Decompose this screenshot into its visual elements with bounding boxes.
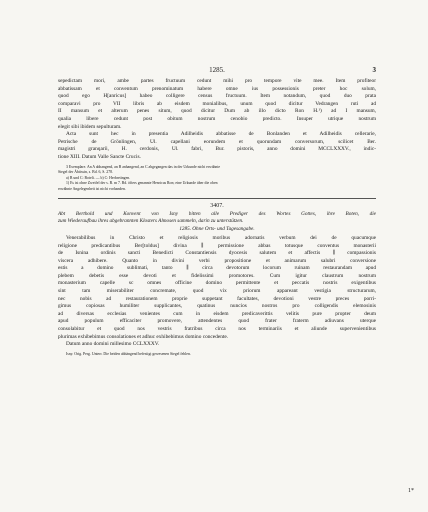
- page-number: 3: [372, 66, 376, 74]
- note-line: 3 Exemplare. An A abhangend, an B anhangend, an C abgegangen das in der Urkunde nicht erwähnte: [66, 164, 221, 169]
- text-line: sint tam miserabiliter concremate, quod vix priorum appareant vestigia structurarum,: [58, 288, 376, 295]
- note-line: erwähnte Angelegenheit ist nicht vorhanden.: [58, 186, 126, 191]
- regest-line: zum Wiederaufbau ihres abgebrannten Klosters Almosen sammeln, darin zu unterstützen.: [58, 217, 244, 224]
- text-line: Venerabilibus in Christo et religiosis moribus adornatis verbum dei de quacumque: [66, 234, 376, 241]
- text-line: plebem debetis esse devoti et fidelissimi promotores. Cum igitur claustrum nostrum: [58, 272, 376, 279]
- document-number: 3407.: [210, 202, 224, 209]
- regest-summary: [58, 211, 376, 225]
- text-line: viscera adhibere. Quanto in divini verbi propositione et animarum salubri conversione: [58, 257, 376, 264]
- paragraph-1: [58, 78, 376, 131]
- text-line: comparavi pro VII libris ab eisdem monialibus, unum quod dicitur Vedrangen ruti ad: [58, 100, 376, 107]
- note-line: Isny. Orig. Perg. Unterr. Die beiden abhängend befestigt gewesenen Siegel fehlen.: [66, 351, 191, 356]
- text-line: consolabitur et quod nos vestris fratribus circa nos terminariis et aliunde supervenientibus: [58, 326, 376, 333]
- text-line: magistri granqarii, H. cerdonis, Ul. fabri, Bur. pistoris, anno domini MCCLXXXV., indic-: [58, 146, 376, 153]
- text-line: de Isnina ordinis sancti Benedicti Constantiensis dyocesis salutem et affectis ∥ compassionis: [58, 250, 376, 257]
- text-line: nec nobis ad restaurationem proprie suppetant facultates, devotioni vestre preces porri-: [58, 295, 376, 302]
- text-line: plurimas exhibebimus consolationes et adhuc exhibebimus domino concedente.: [58, 333, 229, 340]
- text-line: elegit sibi ibidem sepulturam.: [58, 123, 122, 130]
- paragraph-3: [58, 235, 376, 349]
- regest-line: Abt Berthold und Konvent von Isny bitten alle Prediger des Wortes Gottes, ihre Boten, die: [58, 210, 376, 217]
- signature-mark: 1*: [408, 488, 414, 494]
- footnotes: [58, 165, 376, 193]
- source-note: [58, 352, 376, 358]
- section-divider: [58, 198, 376, 199]
- page-header: [58, 66, 376, 78]
- note-line: 1) Es ist ohne Zweifel der s. B. m 7. Bd. öfters genannte Henricus Ron; eine Urkunde über die oben: [66, 181, 218, 186]
- text-line: ad diversas ecclesias venientes cum in eisdem predicaverittis velitis pure propter deum: [58, 310, 376, 317]
- text-line: qualia libere cedunt post obitum nostrum cenobio predicto. Insuper utrique nostrum: [58, 115, 376, 122]
- paragraph-2: [58, 131, 376, 161]
- note-line: a) B und C: Boteli. — b) C: Herbretingen.: [66, 175, 131, 180]
- text-line: abbatissam et conventum prenominatum habere omne ius possessionis preter hoc solum,: [58, 85, 376, 92]
- text-line: gimus copiosas humiliter supplicantes, quatinus nuncios nostros pro colligendis elemosinis: [58, 303, 376, 310]
- text-line: sepedictam mori, ambe partes fructuum cedunt mihi pro tempore vite mee. Item profiteor: [58, 78, 376, 84]
- page-year: 1285.: [209, 66, 225, 74]
- text-line: estis a domino sublimati, tanto ∥ circa devotorum locorum ruinam restaurandam apud: [58, 265, 376, 272]
- text-line: II mansum et alterum penes situm, quod dicitur Dum ab illo dicto Ron H.¹) ad I mansum,: [58, 108, 376, 115]
- page: [58, 66, 376, 357]
- datum-line: Datum anno domini millesimo CCLXXXV.: [66, 341, 160, 348]
- text-line: monasterium capelle sc omnes officine domino permittente et peccatis nostris exigentibus: [58, 280, 376, 287]
- note-line: Siegel der Äbtissin, s. Bd. 6, S. 278.: [58, 170, 113, 175]
- text-line: Petrische de Grönlingen, Ul. capellani eorundem et quorundam conversorum, scilicet Ber.: [58, 138, 376, 145]
- date-line: 1285. Ohne Orts- und Tagesangabe.: [179, 225, 255, 232]
- text-line: tione XIII. Datum Valle Sancte Crucis.: [58, 153, 141, 160]
- text-line: apud populum efficaciter promovere, attendentes quod frater fraterm adiuvans uterque: [58, 318, 376, 325]
- text-line: Acta sunt hec in presentia Adilheidis abbatisse de Bonlanden et Adilheidis cellerarie,: [66, 131, 376, 138]
- text-line: religione predicantibus Ber[toldus] divina ∥ permissione abbas totusque conventus monasterii: [58, 242, 376, 249]
- text-line: quod ego H[anricus] habeo colligere census fructuum. Item notandum, quod duo prata: [58, 93, 376, 100]
